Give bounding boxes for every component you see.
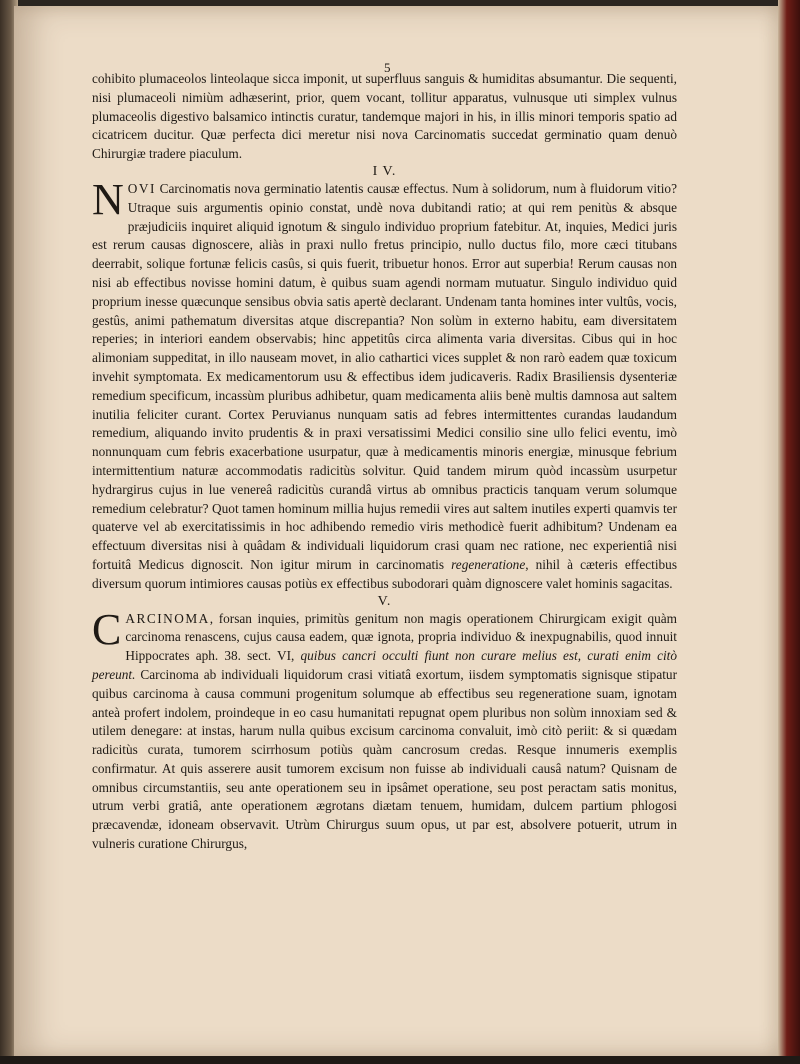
paragraph-iv-body: Carcinomatis nova germinatio latentis causæ effectus. Num à solidorum, num à fluidorum vitio? Utraque suis argumentis opinio constat, undè nova dubitandi ratio; at qui rem penitùs & absque præjudiciis inquiret aliquid ignotum & singulo individuo proprium fatebitur. At, inquies, Medici juris est rerum causas dignoscere, aliàs in praxi nullo fretus principio, nullo ductus filo, more cæci titubans deerrabit, solique fortunæ felicis casûs, si quis fuerit, tribuetur honos. Error aut superbia! Rerum causas non nisi ab effectibus novisse homini datum, è quibus suam agendi normam mutuatur. Singulo individuo quid proprium inesse quæcunque sensibus obvia satis apertè declarant. Undenam tanta homines inter vultûs, vocis, gestûs, animi pathematum diversitas atque discrepantia? Non solùm in externo habitu, eam diversitatem reperies; in interiori eandem observabis; hinc appetitûs circa alimenta varia diversitas. Cibus qui in hoc alimoniam suppeditat, in illo nauseam movet, in alio cathartici vices supplet & non rarò eadem quæ toxicum invehit symptomata. Ex medicamentorum usu & effectibus idem judicaveris. Radix Brasiliensis dysenteriæ remedium specificum, incassùm pluribus adhibetur, quam medicamenta aliis benè multis damnosa aut saltem inutilia feliciter curant. Cortex Peruvianus nunquam satis ad febres intermittentes curandas laudandum remedium, aliquando invito prudentis & in praxi versatissimi Medici consilio sine ullo felici eventu, imò nonnunquam cum febris exacerbatione usurpatur, quæ à medicamentis minoris energiæ, minusque febrium intermittentium naturæ accommodatis radicitùs solvitur. Quid tandem mirum quòd incassùm usurpetur hydrargirus cujus in lue venereâ radicitùs curandâ virtus ab omnibus practicis tanquam verum solumque remedium celebratur? Quot tamen hominum millia hujus remedii vires aut saltem inutiles experti quamvis ter quaterve vel ab exercitatissimis in hoc adhibendo remedio viris methodicè fuerit adhibitum? Undenam ea effectuum diversitas nisi à quâdam & individuali liquidorum crasi quam nec ratione, nec experientiâ nisi fortuitâ Medicus dignoscit. Non igitur mirum in carcinomatis [92,180,677,572]
section-heading-v: V. [377,593,392,609]
paragraph-v-body: , forsan inquies, primitùs genitum non magis operationem Chirurgicam exigit quàm carcinoma renascens, cujus causa eadem, quæ ignota, propria individuo & inexpugnabilis, quod innuit Hippocrates aph. 38. sect. VI, [125,610,677,664]
paragraph-iv-italic: regeneratione [451,556,526,572]
paragraph-intro: cohibito plumaceolos linteolaque sicca imponit, ut superfluus sanguis & humiditas absumantur. Die sequenti, nisi plumaceoli nimiùm adhæserint, prior, quem vocant, tollitur apparatus, vulnusque uti simplex vulnus plumaceolis digestivo balsamico intinctis curatur, tandemque majori in his, in illis minori temporis spatio ad cicatricem ducitur. Quæ perfecta dici meretur nisi nova Carcinomatis succedat germinatio quam denuò Chirurgiæ tradere piaculum. [92,71,677,162]
section-heading-iv: I V. [372,163,397,179]
drop-cap-c: C [92,604,122,654]
page-number: 5 [384,60,391,75]
bottom-edge [0,1056,800,1064]
paragraph-v-end: Carcinoma ab individuali liquidorum crasi vitiatâ exortum, iisdem symptomatis signisque stipatur quibus carcinoma à causa communi progenitum solumque ab effectibus seu regeneratione suam, ignotam anteà profert indolem, proindeque in eo casu humanitati repugnat opem pluribus non solùm innoxiam sed & utilem denegare: at instas, harum nulla quibus excisum carcinoma convaluit, imò citò periit: & si quædam radicitùs curata, tumorem scirrhosum potiùs quàm cancrosum credas. Resque innumeris exemplis confirmatur. At quis asserere ausit tumorem excisum non fuisse ab individuali causâ natum? Quisnam de omnibus circumstantiis, seu ante operationem seu in ipsâmet operatione, seu post peractam satis monitus, utrum verbi gratiâ, ante operationem ægrotans diætam tenuem, humidam, dulcem partium phlogosi præcavendæ, idoneam observavit. Utrùm Chirurgus suum opus, ut par est, absolvere potuerit, utrum in vulneris curatione Chirurgus, [92,666,677,852]
paragraph-iv-end: , nihil à cæteris effectibus diversum quorum intimiores causas potiùs ex effectibus subodorari quàm dignoscere valet hominis sagacitas. [92,556,678,591]
book-edge [778,0,800,1064]
paragraph-iv-caps: OVI [127,180,156,196]
paragraph-iv [92,174,678,594]
paragraph-v [92,604,678,854]
paragraph-v-caps: ARCINOMA [125,610,210,626]
drop-cap-n: N [92,174,124,224]
paragraph-v-italic: quibus cancri occulti fiunt non curare melius est, curati enim citò pereunt. [92,648,678,682]
page-text [92,70,677,854]
